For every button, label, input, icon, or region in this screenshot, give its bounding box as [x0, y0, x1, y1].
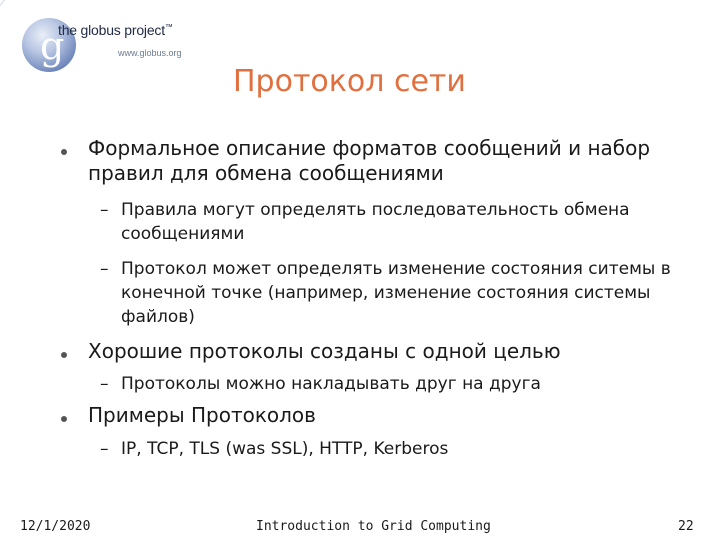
logo-url: www.globus.org: [118, 48, 182, 58]
logo-letter: g: [40, 24, 65, 68]
logo-name-text: the globus project: [58, 22, 165, 38]
logo-name: [58, 22, 173, 38]
sub-bullet-dash: –: [100, 259, 109, 279]
bullet-1: Формальное описание форматов сообщений и набор правил для обмена сообщениями: [88, 136, 651, 185]
bullet-3: Примеры Протоколов: [88, 403, 316, 427]
bullet-2-sub-1: Протоколы можно накладывать друг на друга: [121, 374, 541, 394]
sub-bullet-dash: –: [100, 374, 109, 394]
bullet-dot: [61, 352, 67, 358]
bullet-1-sub-1: Правила могут определять последовательность обмена сообщениями: [121, 200, 630, 244]
bullet-dot: [61, 149, 67, 155]
logo-trademark: ™: [164, 22, 173, 32]
bullet-1-sub-2: Протокол может определять изменение состояния ситемы в конечной точке (например, изменение состояния системы файлов): [121, 259, 671, 327]
bullet-dot: [61, 416, 67, 422]
globus-logo: [18, 14, 198, 74]
sub-bullet-dash: –: [100, 439, 109, 459]
slide-title: Протокол сети: [233, 64, 466, 99]
bullet-3-sub-1: IP, TCP, TLS (was SSL), HTTP, Kerberos: [121, 439, 449, 459]
footer-page-number: 22: [678, 519, 694, 534]
footer-course: Introduction to Grid Computing: [256, 519, 491, 534]
footer-date: 12/1/2020: [20, 519, 91, 534]
bullet-2: Хорошие протоколы созданы с одной целью: [88, 339, 561, 363]
sub-bullet-dash: –: [100, 200, 109, 220]
